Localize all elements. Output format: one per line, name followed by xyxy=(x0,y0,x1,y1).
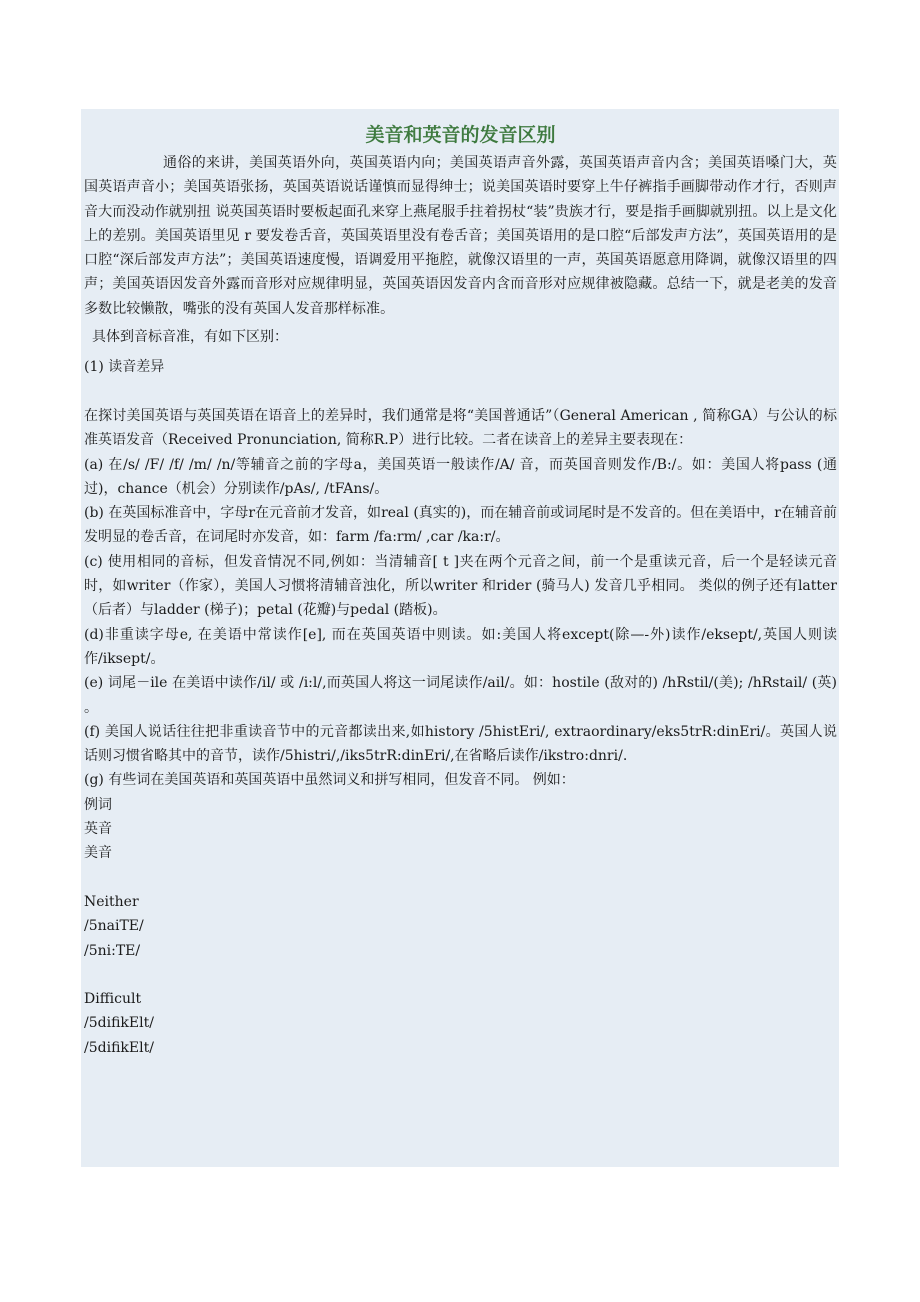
table-header-american: 美音 xyxy=(84,845,112,862)
blank-line xyxy=(84,963,837,987)
item-d: (d)非重读字母e, 在美语中常读作[e], 而在英国英语中则读。如:美国人将except(除—-外)读作/eksept/,英国人则读作/iksept/。 xyxy=(84,626,837,667)
table-row-word: Difficult xyxy=(84,991,142,1008)
item-c: (c) 使用相同的音标，但发音情况不同,例如：当清辅音[ t ]夹在两个元音之间，前一个是重读元音，后一个是轻读元音时，如writer（作家），美国人习惯将清辅音浊化，所以writer 和rider (骑马人) 发音几乎相同。 类似的例子还有latter（后者）与ladder (梯子)；petal (花瓣)与pedal (踏板)。 xyxy=(84,553,837,619)
item-a: (a) 在/s/ /F/ /f/ /m/ /n/等辅音之前的字母a，美国英语一般读作/A/ 音，而英国音则发作/B:/。如：美国人将pass (通过)，chance（机会）分别读作/pAs/, /tFAns/。 xyxy=(84,456,837,497)
blank-line xyxy=(84,380,837,404)
blank-line xyxy=(84,866,837,890)
section-heading: (1) 读音差异 xyxy=(84,359,165,376)
item-f: (f) 美国人说话往往把非重读音节中的元音都读出来,如history /5histEri/, extraordinary/eks5trR:dinEri/。英国人说话则习惯省略其中的音节，读作/5histri/,/iks5trR:dinEri/,在省略后读作/ikstro:dnri/. xyxy=(84,723,837,765)
table-row-british: /5naiTE/ xyxy=(84,918,144,935)
comparison-intro: 在探讨美国英语与英国英语在语音上的差异时，我们通常是将“美国普通话”（General American , 简称GA）与公认的标准英语发音（Received Pronunciation, 简称R.P）进行比较。二者在读音上的差异主要表现在： xyxy=(84,407,837,449)
item-g: (g) 有些词在美国英语和英国英语中虽然词义和拼写相同，但发音不同。 例如： xyxy=(84,772,575,789)
intro-paragraph: 通俗的来讲，美国英语外向，英国英语内向；美国英语声音外露，英国英语声音内含；美国英语嗓门大，英国英语声音小；美国英语张扬，英国英语说话谨慎而显得绅士；说美国英语时要穿上牛仔裤指手画脚带动作才行，否则声音大而没动作就别扭 说英国英语时要板起面孔来穿上燕尾服手拄着拐杖“装”贵族才行，要是指手画脚就别扭。以上是文化上的差别。美国英语里见 r 要发卷舌音，英国英语里没有卷舌音；美国英语用的是口腔“后部发声方法”，英国英语用的是口腔“深后部发声方法”；美国英语速度慢，语调爱用平拖腔，就像汉语里的一声，英国英语愿意用降调，就像汉语里的四声；美国英语因发音外露而音形对应规律明显，英国英语因发音内含而音形对应规律被隐藏。总结一下，就是老美的发音多数比较懒散，嘴张的没有英国人发音那样标准。 xyxy=(84,155,837,317)
item-b: (b) 在英国标准音中，字母r在元音前才发音，如real (真实的)，而在辅音前或词尾时是不发音的。但在美语中，r在辅音前发明显的卷舌音，在词尾时亦发音，如：farm /fa:rm/ ,car /ka:r/。 xyxy=(84,505,837,546)
table-header-word: 例词 xyxy=(84,796,112,813)
table-row-american: /5difikElt/ xyxy=(84,1039,154,1056)
document-panel xyxy=(81,109,839,1167)
table-row-british: /5difikElt/ xyxy=(84,1015,154,1032)
table-header-british: 英音 xyxy=(84,821,112,838)
lead-line: 具体到音标音准，有如下区别： xyxy=(92,329,288,346)
table-row-word: Neither xyxy=(84,893,139,910)
document-title: 美音和英音的发音区别 xyxy=(365,124,556,146)
item-e: (e) 词尾－ile 在美语中读作/il/ 或 /i:l/,而英国人将这一词尾读作/ail/。如：hostile (敌对的) /hRstil/(美); /hRstail/ (英) 。 xyxy=(84,675,837,716)
table-row-american: /5ni:TE/ xyxy=(84,942,141,959)
